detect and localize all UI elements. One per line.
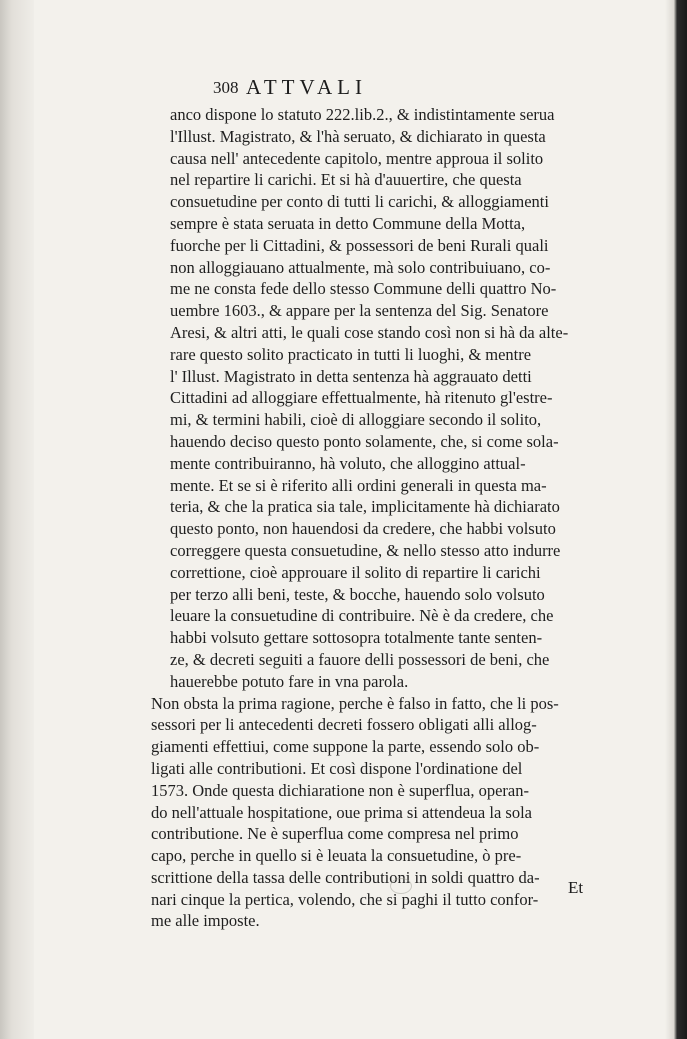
ink-stain	[390, 878, 412, 894]
page-header	[0, 75, 687, 102]
paragraph: anco dispone lo statuto 222.lib.2., & indistintamente serua l'Illust. Magistrato, & l'hà seruato, & dichiarato in questa causa nell' antecedente capitolo, mentre approua il solito nel repartire li carichi. Et si hà d'auuertire, che questa consuetudine per conto di tutti li carichi, & alloggiamenti sempre è stata seruata in detto Commune della Motta, fuorche per li Cittadini, & possessori de beni Rurali quali non alloggiauano attualmente, mà solo contribuiuano, co- me ne consta fede dello stesso Commune delli quattro No- uembre 1603., & appare per la sentenza del Sig. Senatore Aresi, & altri atti, le quali cose stando così non si hà da alte- rare questo solito practicato in tutti li luoghi, & mentre l' Illust. Magistrato in detta sentenza hà aggrauato detti Cittadini ad alloggiare effettualmente, hà ritenuto gl'estre- mi, & termini habili, cioè di alloggiare secondo il solito, hauendo deciso questo ponto solamente, che, si come sola- mente contribuiranno, hà voluto, che alloggino attual- mente. Et se si è riferito alli ordini generali in questa ma- teria, & che la pratica sia tale, implicitamente hà dichiarato questo ponto, non hauendosi da credere, che habbi volsuto correggere questa consuetudine, & nello stesso atto indurre correttione, cioè approuare il solito di repartire li carichi per terzo alli beni, teste, & bocche, hauendo solo volsuto leuare la consuetudine di contribuire. Nè è da credere, che habbi volsuto gettare sottosopra totalmente tante senten- ze, & decreti seguiti a fauore delli possessori de beni, che hauerebbe potuto fare in vna parola.	[170, 105, 569, 691]
page-edge-shadow	[665, 0, 687, 1039]
catchword: Et	[568, 878, 584, 897]
page-number: 308	[213, 78, 239, 97]
paragraph: Non obsta la prima ragione, perche è falso in fatto, che li pos- sessori per li antecedenti decreti fossero obligati alli allog- giamenti effettiui, come suppone la parte, essendo solo ob- ligati alle contributioni. Et così dispone l'ordinatione del 1573. Onde questa dichiaratione non è superflua, operan- do nell'attuale hospitatione, oue prima si attendeua la sola contributione. Ne è superflua come compresa nel primo capo, perche in quello si è leuata la consuetudine, ò pre- scrittione della tassa delle contributioni in soldi quattro da- nari cinque la pertica, volendo, che si paghi il tutto confor- me alle imposte.	[151, 693, 559, 931]
body-text	[151, 104, 615, 932]
running-head: ATTVALI	[246, 75, 367, 99]
page-gutter	[0, 0, 34, 1039]
